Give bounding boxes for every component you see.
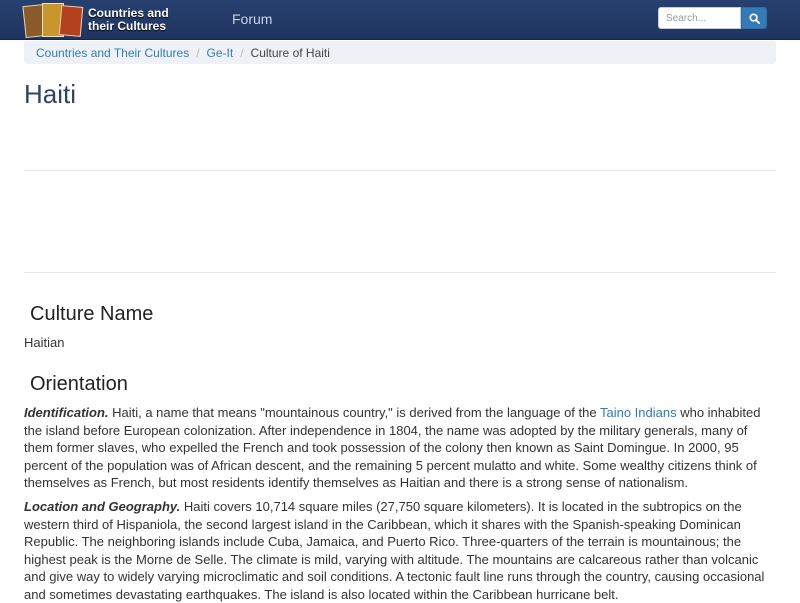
- search-button[interactable]: [741, 7, 767, 29]
- search-icon: [749, 13, 760, 24]
- breadcrumb-separator: /: [240, 45, 244, 60]
- taino-indians-link[interactable]: Taino Indians: [599, 405, 677, 420]
- identification-text-1: Haiti, a name that means "mountainous country," is derived from the language of the: [108, 405, 600, 420]
- location-text: Haiti covers 10,714 square miles (27,750 square kilometers). It is located in the subtropics on the western third of Hispaniola, the second largest island in the Caribbean, which it shares with the Spanish-speaking Dominican Republic. The neighboring islands include Cuba, Jamaica, and Puerto Rico. Three-quarters of the terrain is mountainous; the highest peak is the Morne de Selle. The climate is mild, varying with altitude. The mountains are calcareous rather than volcanic and give way to widely varying microclimatic and soil conditions. A tectonic fault line runs through the country, causing occasional and sometimes devastating earthquakes. The island is also located within the Caribbean hurricane belt.: [24, 499, 765, 602]
- top-navbar: [0, 0, 800, 40]
- location-label: Location and Geography.: [24, 499, 181, 514]
- identification-label: Identification.: [24, 405, 109, 420]
- culture-name-heading: Culture Name: [30, 303, 154, 325]
- logo-image: [22, 3, 82, 37]
- page-title: Haiti: [24, 79, 77, 109]
- culture-name-value: Haitian: [24, 335, 65, 350]
- logo-text: Countries and their Cultures: [88, 6, 169, 33]
- divider: [24, 272, 776, 273]
- nav-forum-link[interactable]: Forum: [232, 11, 273, 27]
- breadcrumb-current: Culture of Haiti: [250, 45, 330, 60]
- breadcrumb-separator: /: [196, 45, 200, 60]
- divider: [24, 170, 776, 171]
- identification-text-2: who inhabited the island before European colonization. After independence in 1804, the name was adopted by the military generals, many of them former slaves, who expelled the French and took possession of the colony then known as Saint Domingue. In 2000, 95 percent of the population was of African descent, and the remaining 5 percent mulatto and white. Some wealthy citizens think of themselves as French, but most residents identify themselves as Haitian and there is a strong sense of nationalism.: [24, 405, 761, 490]
- breadcrumb-link-ge-it[interactable]: Ge-It: [206, 45, 234, 60]
- orientation-heading: Orientation: [30, 373, 128, 395]
- identification-paragraph: [24, 404, 776, 492]
- location-paragraph: [24, 498, 776, 603]
- breadcrumb-link-countries[interactable]: Countries and Their Cultures: [36, 45, 190, 60]
- site-logo[interactable]: [22, 3, 218, 37]
- breadcrumb: [24, 41, 776, 64]
- search-input[interactable]: [658, 7, 741, 29]
